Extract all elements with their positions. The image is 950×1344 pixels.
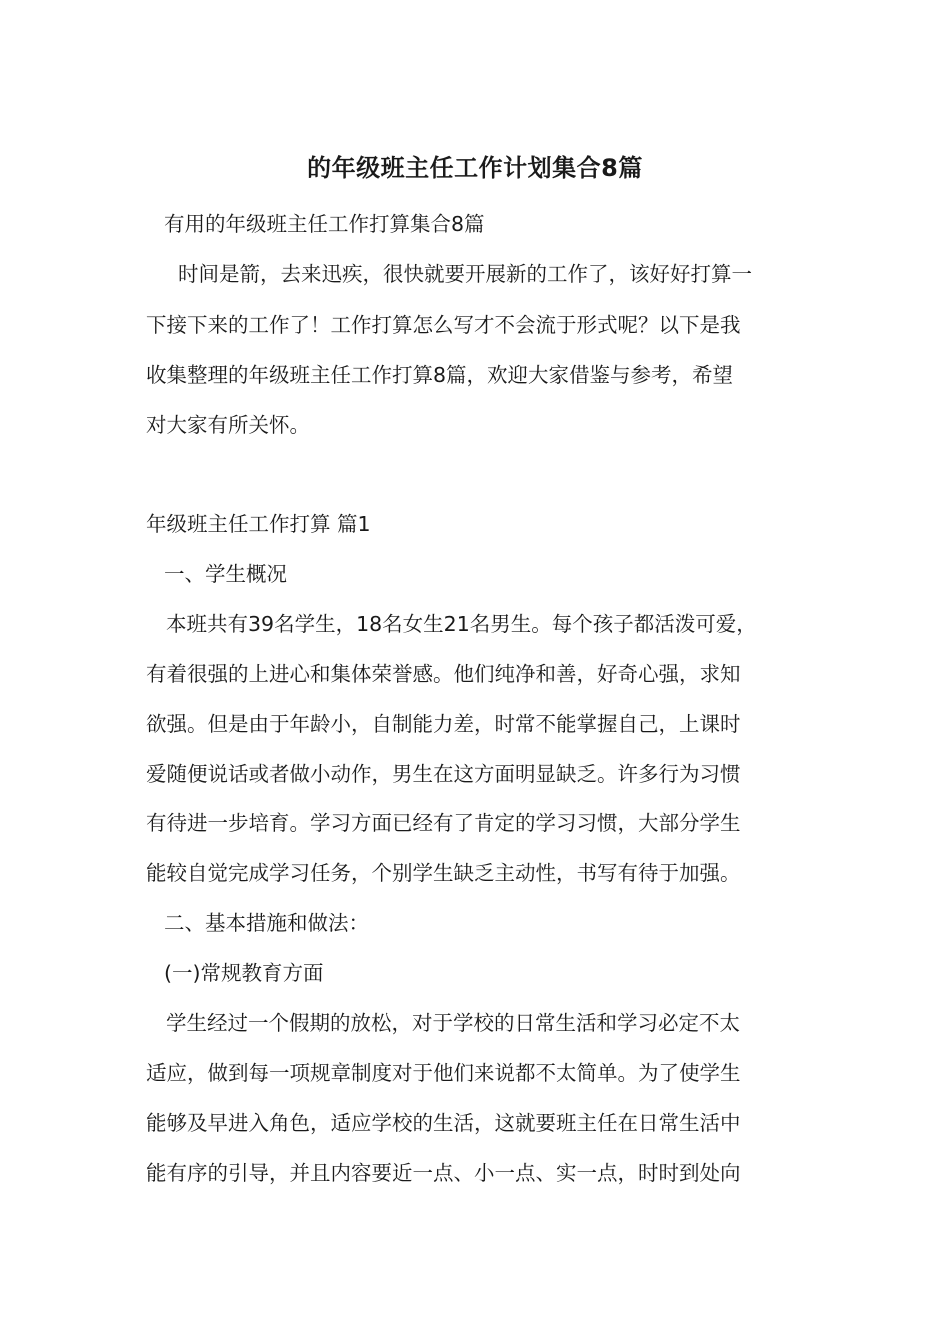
intro-line: 收集整理的年级班主任工作打算8篇，欢迎大家借鉴与参考，希望 xyxy=(146,363,734,387)
part2-line: 学生经过一个假期的放松，对于学校的日常生活和学习必定不太 xyxy=(166,1011,740,1035)
part1-line: 爱随便说话或者做小动作，男生在这方面明显缺乏。许多行为习惯 xyxy=(146,762,741,786)
part1-line: 有待进一步培育。学习方面已经有了肯定的学习习惯，大部分学生 xyxy=(146,811,741,835)
part1-line: 有着很强的上进心和集体荣誉感。他们纯净和善，好奇心强，求知 xyxy=(146,662,741,686)
part1-line: 欲强。但是由于年龄小，自制能力差，时常不能掌握自己，上课时 xyxy=(146,712,741,736)
document-subtitle: 有用的年级班主任工作打算集合8篇 xyxy=(164,212,485,236)
part1-heading: 一、学生概况 xyxy=(164,562,287,586)
document-title: 的年级班主任工作计划集合8篇 xyxy=(307,154,643,182)
part2-heading: 二、基本措施和做法： xyxy=(164,911,369,935)
part2-line: 适应，做到每一项规章制度对于他们来说都不太简单。为了使学生 xyxy=(146,1061,741,1085)
section-heading: 年级班主任工作打算 篇1 xyxy=(146,512,371,536)
part2-sub-heading: (一)常规教育方面 xyxy=(164,961,324,985)
part2-line: 能够及早进入角色，适应学校的生活，这就要班主任在日常生活中 xyxy=(146,1111,741,1135)
part1-line: 能较自觉完成学习任务，个别学生缺乏主动性，书写有待于加强。 xyxy=(146,861,741,885)
intro-line: 对大家有所关怀。 xyxy=(146,413,310,437)
intro-line: 时间是箭，去来迅疾，很快就要开展新的工作了，该好好打算一 xyxy=(178,262,752,286)
part1-line: 本班共有39名学生，18名女生21名男生。每个孩子都活泼可爱， xyxy=(166,612,757,636)
intro-line: 下接下来的工作了！工作打算怎么写才不会流于形式呢？以下是我 xyxy=(146,313,741,337)
part2-line: 能有序的引导，并且内容要近一点、小一点、实一点，时时到处向 xyxy=(146,1161,741,1185)
